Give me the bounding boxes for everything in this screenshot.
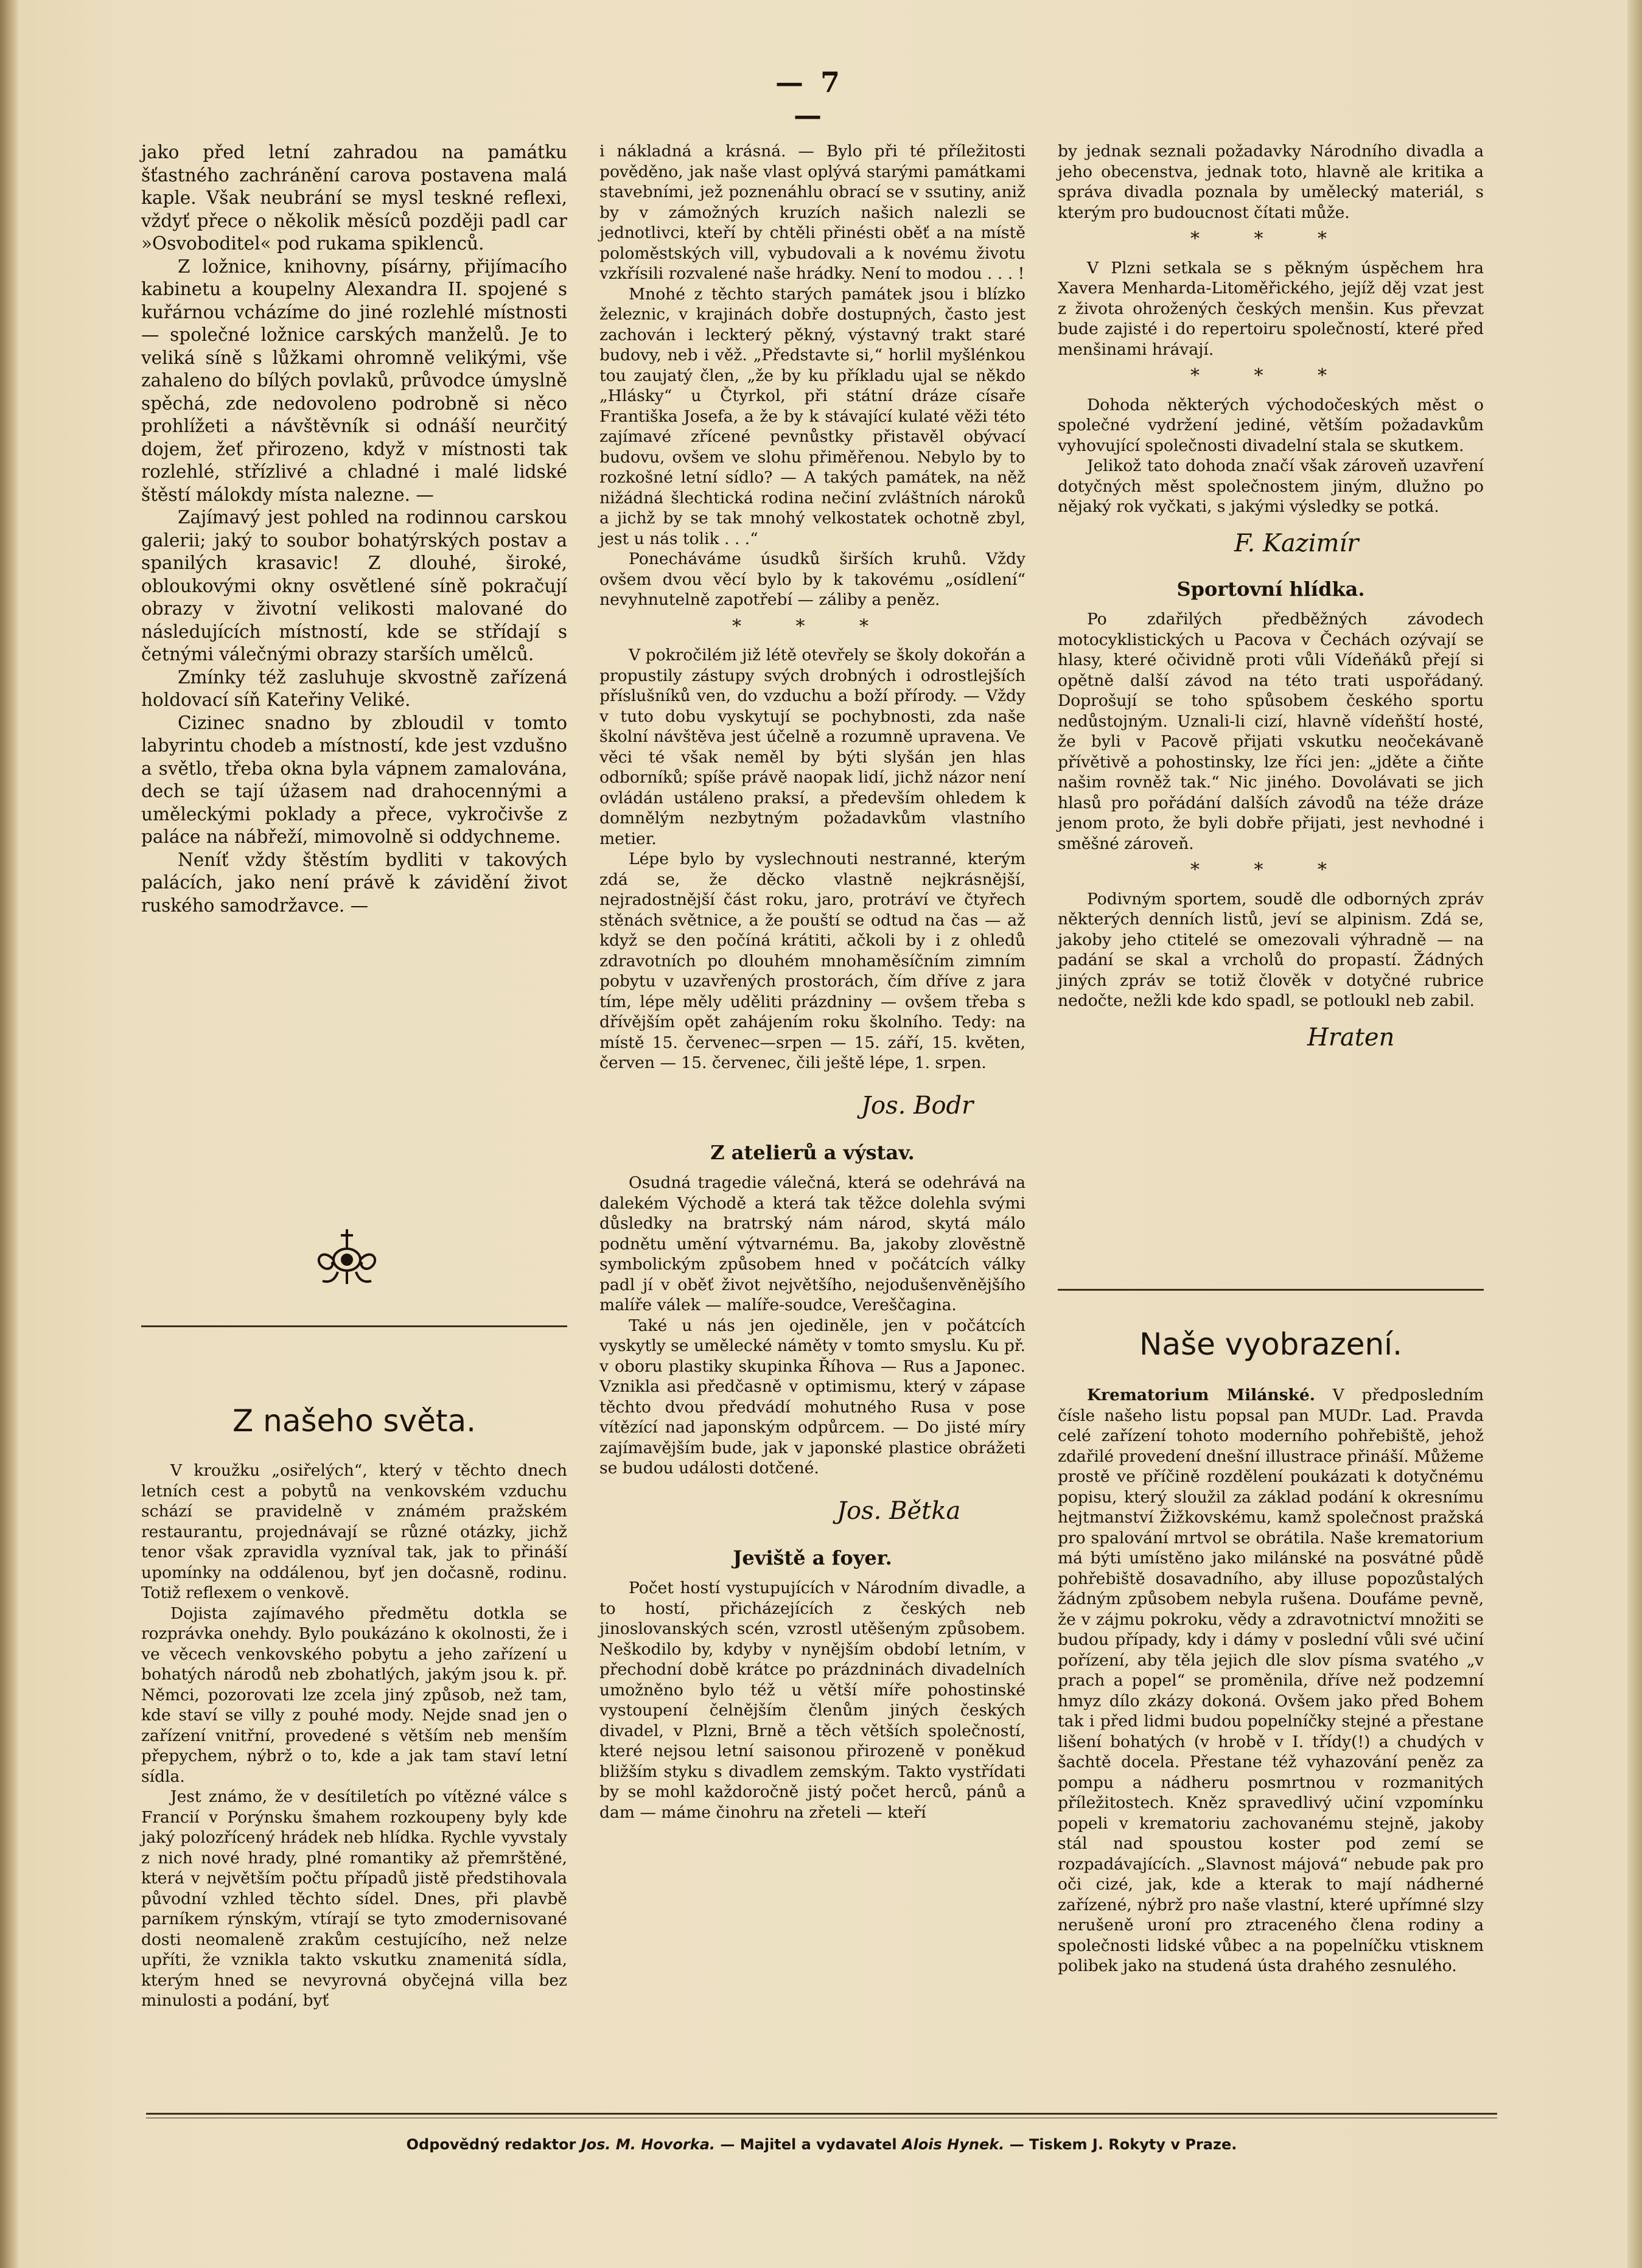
- col3-divider: [1058, 1289, 1484, 1291]
- section-nase-vyobrazeni: [1058, 1385, 1484, 1977]
- ateliers-paragraph: Osudná tragedie válečná, která se odehrává na dalekém Východě a která tak těžce dolehla svými důsledky na bratrský nám národ, skytá málo podnětu umění výtvarnému. Ba, jakoby zlověstně symbolickým způsobem hned v počátcích války padl jí v oběť život největšího, nejodušenvěnějšího malíře válek — malíře-soudce, Vereščagina.: [599, 1173, 1025, 1314]
- footer-editor-label: Odpovědný redaktor: [406, 2136, 576, 2153]
- section-title-sport: Sportovní hlídka.: [1176, 577, 1365, 601]
- col2-paragraph: Ponecháváme úsudků širších kruhů. Vždy ovšem dvou věcí bylo by k takovému „osídlení“ nevyhnutelně zapotřebí — záliby a peněz.: [599, 550, 1025, 609]
- section-title-nase-vyobrazeni: Naše vyobrazení.: [1139, 1327, 1402, 1362]
- signature-betka-text: Jos. Bětka: [837, 1496, 961, 1525]
- col3-paragraph: Dohoda některých východočeských měst o společné vydržení jediné, větším požadavkům vyhovující společnosti divadelní stala se skutkem.: [1058, 395, 1484, 455]
- section-z-naseho-sveta: [141, 1460, 567, 2011]
- section-stars: * * *: [1190, 228, 1352, 249]
- signature-betka: [831, 1482, 1013, 1537]
- z-naseho-sveta-paragraph: Dojista zajímavého předmětu dotkla se rozprávka onehdy. Bylo poukázáno k okolnosti, že i ve věcech venkovského pobytu a jeho zařízení u bohatých národů neb zbohatlých, jakým jsou k. př. Němci, pozorovati lze zcela jiný způsob, než tam, kde staví se villy z pouhé mody. Nejde snad jen o zařízení vnitřní, provedené s větším neb menším přepychem, nýbrž o to, kde a jak tam staví letní sídla.: [141, 1603, 567, 1786]
- col3-paragraph: by jednak seznali požadavky Národního divadla a jeho obecenstva, jednak toto, hlavně ale kritika a správa divadla poznala by umělecký materiál, s kterým pro budoucnost čítati může.: [1058, 142, 1484, 222]
- section-title-ateliers: Z atelierů a výstav.: [710, 1140, 915, 1164]
- col3-paragraph: V Plzni setkala se s pěkným úspěchem hra Xavera Menharda-Litoměřického, jejíž děj vzat jest z života ohrožených českých menšin. Kus převzat bude zajisté i do repertoiru společností, které před menšinami hrávají.: [1058, 258, 1484, 359]
- signature-kazimir: [1228, 520, 1459, 568]
- signature-bodr-text: Jos. Bodr: [861, 1091, 974, 1120]
- signature-bodr: [855, 1077, 1038, 1132]
- section-title-z-naseho-sveta: Z našeho světa.: [232, 1403, 476, 1439]
- col1-paragraph: jako před letní zahradou na památku šťastného zachránění carova postavena malá kaple. Však neubrání se mysl teskné reflexi, vždyť přece o několik měsíců později padl car »Osvoboditel« pod rukama spiklenců.: [141, 142, 567, 254]
- sport-paragraph: Po zdařilých předběžných závodech motocyklistických u Pacova v Čechách ozývají se hlasy, které očividně proti vůli Vídeňáků přejí si opětně další závod na této trati uspořádaný. Doprošují se toho spůsobem českého sportu nedůstojným. Uznali-li cizí, hlavně vídeňští hosté, že byli v Pacově přijati vskutku neočekávaně přívětivě a pohostinsky, lze říci jen: „jděte a čiňte našim rovněž tak.“ Nic jiného. Dovolávati se jich hlasů pro pořádání dalších závodů na téže dráze jenom proto, že byli dobře přijati, jest nevhodné i směšné zároveň.: [1058, 610, 1484, 853]
- footer-editor: Jos. M. Hovorka.: [581, 2136, 716, 2153]
- vyobrazeni-paragraph: V předposledním čísle našeho listu popsal pan MUDr. Lad. Pravda celé zařízení tohoto moderního pohřebiště, jehož zdařilé provedení dnešní illustrace přináší. Můžeme prostě ve příčině rozdělení poukázati k dotyčnému popisu, který sloužil za základ podání k okresnímu hejtmanství Žižkovskému, kamž společnost pražská pro spalování mrtvol se obrátila. Naše krematorium má býti umístěno jako milánské na posvátné půdě pohřebiště dosavadního, aby illuse popozůstalých žádným způsobem nebyla rušena. Doufáme pevně, že v zájmu pokroku, vědy a zdravotnictví množiti se budou případy, kdy i dámy v poslední vůli své učiní pořízení, aby těla jejich dle slov písma svatého „v prach a popel“ se proměnila, dříve než podzemní hmyz dílo zkázy dokoná. Ovšem jako před Bohem tak i před lidmi budou popelníčky stejné a přestane lišení bohatých (v hrobě v I. třídy(!) a chudých v šachtě docela. Přestane též vyhazování peněz za pompu a nádheru posmrtnou v rozmanitých příležitostech. Kněz spravedlivý učiní vzpomínku popeli v krematoriu zachovanému stejně, jakoby stál nad spoustou koster pod zemí se rozpadávajících. „Slavnost májová“ nebude pak pro oči cizé, jak, kde a kterak to mají nádherné zařízené, nýbrž pro naše vlastní, které upřímné slzy nerušeně uroní pro ztraceného člena rodiny a společnosti lidské vůbec a na popelníčku vtisknem polibek jako na studená ústa drahého zesnulého.: [1058, 1386, 1484, 1975]
- ateliers-paragraph: Také u nás jen ojediněle, jen v počátcích vyskytly se umělecké náměty v tomto smyslu. Ku př. v oboru plastiky skupinka Říhova — Rus a Japonec. Vznikla asi předčasně v optimismu, který v zápase těchto dvou předvádí mohutného Rusa v pose vítězící nad japonským odpůrcem. — Do jisté míry zajímavějším bude, jak v japonské plastice obrážeti se budou události dotčené.: [599, 1316, 1025, 1478]
- col1-divider: [141, 1325, 567, 1327]
- col1-paragraph: Zmínky též zasluhuje skvostně zařízená holdovací síň Kateřiny Veliké.: [141, 666, 567, 710]
- section-stars: * * *: [1190, 365, 1352, 386]
- col3-paragraph: Jelikož tato dohoda značí však zároveň uzavření dotyčných měst společnostem jiným, dlužno po nějaký rok vyčkati, s jakými výsledky se potká.: [1058, 456, 1484, 516]
- signature-hraten: [1301, 1014, 1484, 1062]
- signature-kazimir-text: F. Kazimír: [1234, 529, 1359, 557]
- imprint-footer: [146, 2136, 1497, 2153]
- col2-paragraph: V pokročilém již létě otevřely se školy dokořán a propustily zástupy svých drobných i odrostlejších příslušníků ven, do vzduchu a boží přírody. — Vždy v tuto dobu vyskytují se pochybnosti, zda naše školní návštěva jest účelně a rozumně upravena. Ve věci té však neměl by býti slyšán jen hlas odborníků; spíše právě naopak lidí, jichž názor není ovládán ustáleno praksí, a především ohledem k domnělým nezbytným požadavkům vlastního metier.: [599, 646, 1025, 848]
- z-naseho-sveta-paragraph: V kroužku „osiřelých“, který v těchto dnech letních cest a pobytů na venkovském vzduchu schází se pravidelně v známém pražském restaurantu, projednávají se různé otázky, jichž tenor však zpravidla vyzníval tak, jak to přináší upomínky na oddálenou, byť jen dočasně, rodinu. Totiž reflexem o venkově.: [141, 1461, 567, 1602]
- signature-hraten-text: Hraten: [1307, 1023, 1395, 1052]
- col1-paragraph: Zajímavý jest pohled na rodinnou carskou galerii; jaký to soubor bohatýrských postav a spanilých krasavic! Z dlouhé, široké, obloukovými okny osvětlené síně pokračují obrazy v životní velikosti malované do následujících místností, kde se střídají s četnými válečnými obrazy starších umělců.: [141, 507, 567, 665]
- col2-paragraph: Mnohé z těchto starých památek jsou i blízko železnic, v krajinách dobře dostupných, často jest zachován i leckterý pěkný, výstavný trakt staré budovy, neb i věž. „Představte si,“ horlil myšlénkou tou zaujatý člen, „že by ku příkladu ujal se někdo „Hlásky“ u Čtyrkol, při státní dráze císaře Františka Josefa, a že by k stávající kulaté věži této zajímavé zřícené pevnůstky přistavěl obývací budovu, ovšem ve slohu přiměřenou. Nebylo by to rozkošné letní sídlo? — A takých památek, na něž nižádná šlechtická rodina nečiní zvláštních nároků a jichž by se tak mnohý velkostatek ochotně zbyl, jest u nás tolik . . .“: [599, 284, 1025, 548]
- section-title-jeviste: Jeviště a foyer.: [733, 1546, 892, 1569]
- z-naseho-sveta-paragraph: Jest známo, že v desítiletích po vítězné válce s Francií v Porýnsku šmahem rozkoupeny byly kde jaký polozřícený hrádek neb hlídka. Rychle vyvstaly z nich nové hrady, plné romantiky až přemrštěné, která v největším počtu případů jistě předstihovala původní vzhled těchto sídel. Dnes, při plavbě parníkem rýnským, vtírají se tyto zmodernisované dosti neomaleně zrakům cestujícího, než nelze upříti, že vznikla takto vskutku znamenitá sídla, kterým hned se nevyrovná obyčejná villa bez minulosti a podání, byť: [141, 1787, 567, 2010]
- footer-publisher-label: — Majitel a vydavatel: [720, 2136, 897, 2153]
- section-stars: * * *: [1190, 859, 1352, 881]
- krematorium-lead: Krematorium Milánské.: [1087, 1386, 1316, 1404]
- section-stars: * * *: [732, 615, 893, 637]
- sport-paragraph: Podivným sportem, soudě dle odborných zpráv některých denních listů, jeví se alpinism. Zdá se, jakoby jeho ctitelé se omezovali výhradně — na padání se skal a vrcholů do propastí. Žádných jiných zpráv se totiž člověk v dotyčné rubrice nedočte, nežli kde kdo spadl, se potloukl neb zabil.: [1058, 889, 1484, 1010]
- page-spine-shadow: [0, 0, 18, 2268]
- page-number: — 7 —: [775, 66, 844, 131]
- col1-paragraph: Z ložnice, knihovny, písárny, přijímacího kabinetu a koupelny Alexandra II. spojené s kuřárnou vcházíme do jiné rozlehlé místnosti — společné ložnice carských manželů. Je to veliká síně s lůžkami ohromně velikými, vše zahaleno do bílých povlaků, průvodce úmyslně spěchá, zde nedovoleno podrobně si něco prohlížeti a návštěvník si odnáší neurčitý dojem, žeť přirozeno, když v místnosti tak rozlehlé, střízlivé a chladné i malé lidské štěstí málokdy místa nalezne. —: [141, 256, 567, 505]
- ornament-vignette: [304, 1223, 390, 1290]
- jeviste-paragraph: Počet hostí vystupujících v Národním divadle, a to hostí, přicházejících z českých neb jinoslovanských scén, vzrostl utěšeným způsobem. Neškodilo by, kdyby v nynějším období letním, v přechodní době krátce po prázdninách divadelních umožněno bylo též u větší míře pohostinské vystoupení čelnějším členům jiných českých divadel, v Plzni, Brně a těch větších společností, které nejsou letní saisonou přirozeně v poněkud bližším styku s divadlem zemským. Takto vystřídati by se mohl každoročně jistý počet herců, pánů a dam — máme činohru na zřeteli — kteří: [599, 1579, 1025, 1822]
- col2-paragraph: i nákladná a krásná. — Bylo při té příležitosti pověděno, jak naše vlast oplývá starými památkami stavebními, jež poznenáhlu obrací se v ssutiny, aniž by v zámožných kruzích našich nalezli se jednotlivci, kteří by chtěli přinésti oběť a na místě poloměstských vill, vybudovali a k novému životu vzkřísili rozvalené naše hrádky. Není to modou . . . !: [599, 142, 1025, 283]
- column-2: [599, 141, 1025, 1823]
- col1-paragraph: Neníť vždy štěstím bydliti v takových palácích, jako není právě k závidění život ruského samodržavce. —: [141, 849, 567, 916]
- col2-paragraph: Lépe bylo by vyslechnouti nestranné, kterým zdá se, že děcko vlastně nejkrásnější, nejradostnější část roku, jaro, protráví ve čtyřech stěnách světnice, a že pouští se odtud na čas — až když se den počíná krátiti, ačkoli by i z ohledů zdravotních po dlouhém mnohaměsíčním zimním pobytu v uzavřených prostorách, čím dříve z jara tím, lépe měly uděliti prázdniny — ovšem třeba s dřívějším opět zahájením roku školního. Tedy: na místě 15. červenec—srpen — 15. září, 15. květen, červen — 15. červenec, čili ještě lépe, 1. srpen.: [599, 850, 1025, 1072]
- footer-printer: — Tiskem J. Rokyty v Praze.: [1009, 2136, 1237, 2153]
- page-right-edge: [1627, 0, 1642, 2268]
- footer-publisher: Alois Hynek.: [902, 2136, 1005, 2153]
- col1-paragraph: Cizinec snadno by zbloudil v tomto labyrintu chodeb a místností, kde jest vzdušno a světlo, třeba okna byla vápnem zamalována, dech se tají úžasem nad drahocennými a uměleckými poklady a přece, vykročivše z paláce na nábřeží, mimovolně si oddychneme.: [141, 712, 567, 847]
- column-3: [1058, 141, 1484, 1062]
- column-1: [141, 141, 567, 917]
- footer-rule-top: [146, 2113, 1497, 2115]
